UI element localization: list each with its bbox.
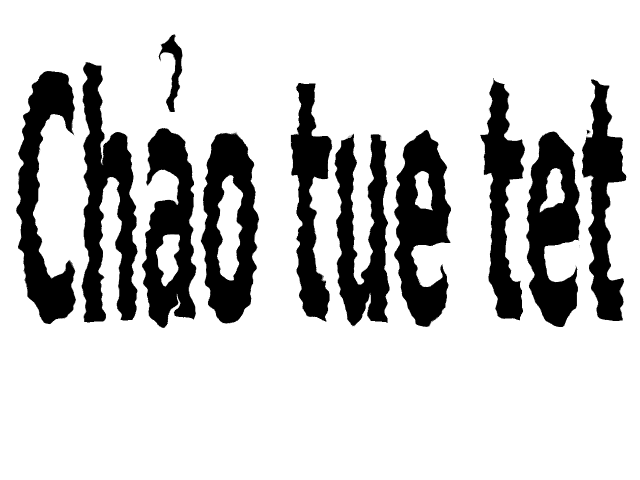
headline-text: Chảo tue tet [15, 7, 626, 401]
